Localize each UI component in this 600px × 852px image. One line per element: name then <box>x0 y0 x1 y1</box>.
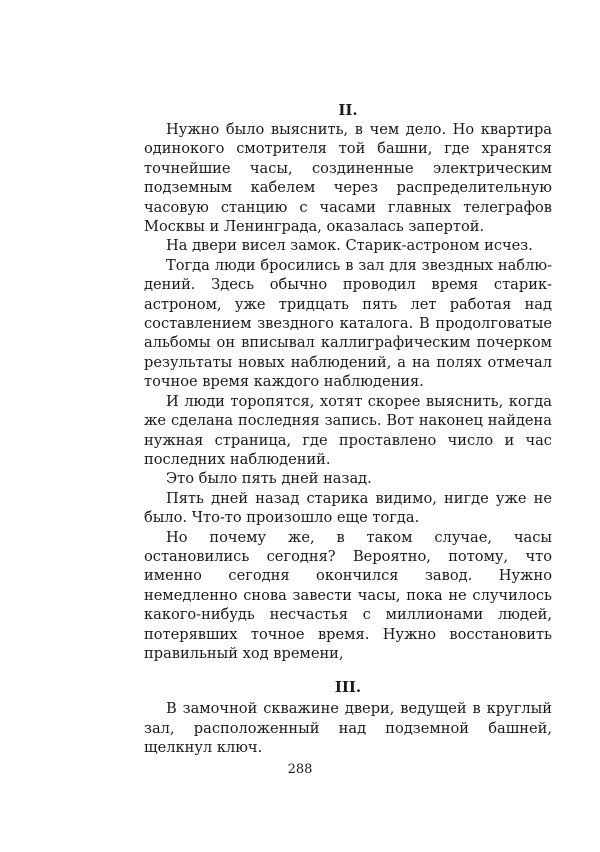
paragraph: В замочной скважине двери, ведущей в круглый зал, расположенный над подземной башней, щелкнул ключ. <box>144 700 552 757</box>
section-heading-3: III. <box>334 678 362 697</box>
paragraph: На двери висел замок. Старик-астроном исчез. <box>166 237 533 255</box>
paragraph: Это было пять дней назад. <box>166 470 372 488</box>
page-number: 288 <box>287 762 313 777</box>
paragraph: И люди торопятся, хотят скорее выяснить, когда же сделана последняя запись. Вот наконец найдена нужная страница, где проставлено число и час последних наблюдений. <box>144 392 552 468</box>
page-body <box>144 100 552 758</box>
paragraph: Но почему же, в таком случае, часы остановились сегодня? Вероятно, потому, что именно сегодня окончился завод. Нужно немедленно снова завести часы, пока не случилось какого-нибудь несчастья с миллионами людей, потерявших точное время. Нужно восстановить правильный ход времени, <box>144 528 552 662</box>
paragraph: Нужно было выяснить, в чем дело. Но квартира одинокого смотрителя той башни, где хранятся точнейшие часы, создиненные электрическим подземным кабелем через распределительную часовую станцию с часами главных телеграфов Москвы и Ленинграда, оказалась запертой. <box>144 121 552 236</box>
paragraph: Пять дней назад старика видимо, нигде уже не было. Что-то произошло еще тогда. <box>144 489 552 527</box>
paragraph: Тогда люди бросились в зал для звездных наблюдений. Здесь обычно проводил время старик-астроном, уже тридцать пять лет работая над составлением звездного каталога. В продолговатые альбомы он вписывал каллиграфическим почерком результаты новых наблюдений, а на полях отмечал точное время каждого наблюдения. <box>144 256 552 391</box>
section-heading-2: II. <box>338 101 358 119</box>
